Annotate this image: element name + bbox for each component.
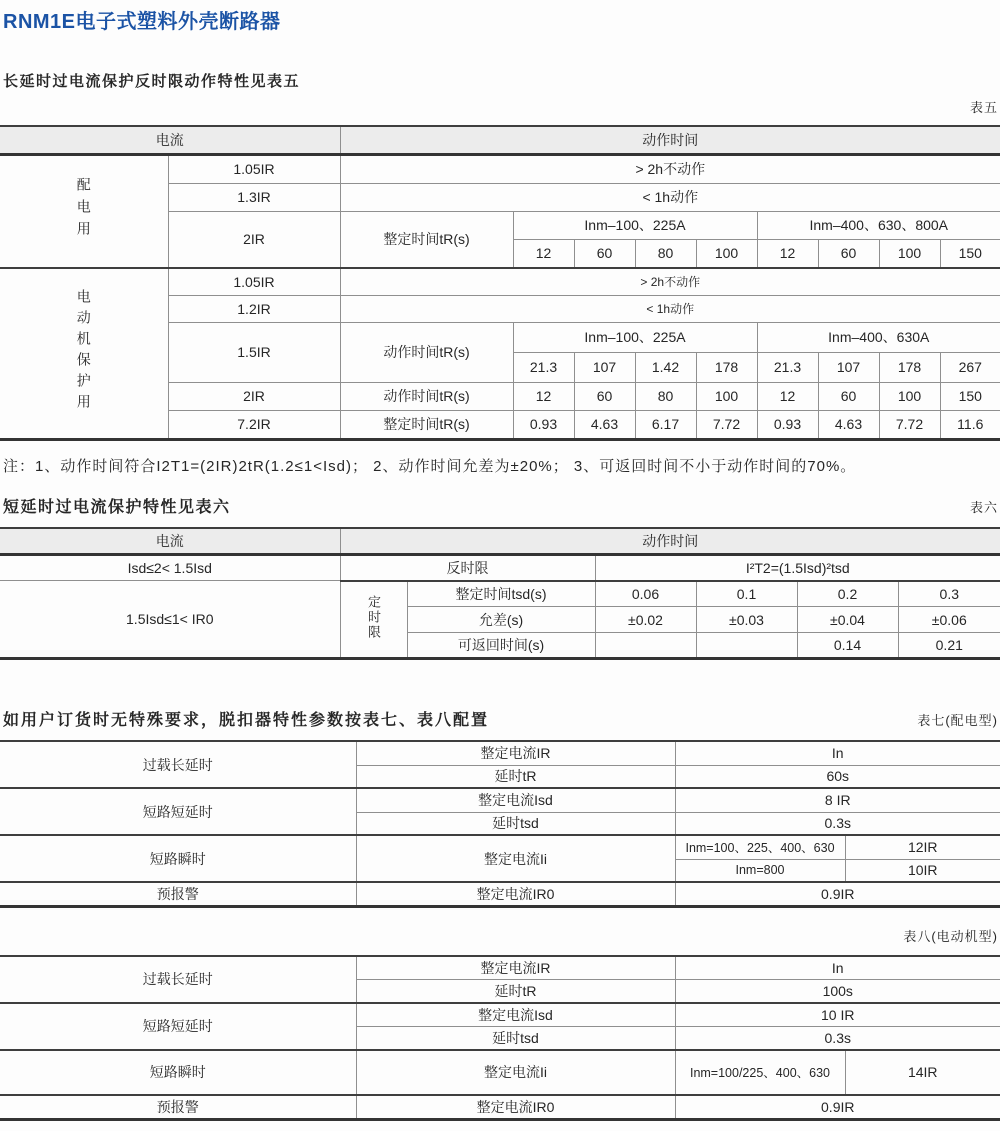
t6-value-cell: 0.2 xyxy=(797,581,898,607)
t5-value-cell: 7.72 xyxy=(696,410,757,439)
t6-value-cell: 0.14 xyxy=(797,633,898,659)
t5-value-cell: 60 xyxy=(574,239,635,268)
t6-value-cell: ±0.03 xyxy=(696,607,797,633)
t8-r4-label: 整定电流IR0 xyxy=(356,1095,675,1120)
t7-cond-cell: Inm=100、225、400、630 xyxy=(675,835,845,859)
t5-motor-r1-mult: 1.05IR xyxy=(168,268,340,295)
t5-group-motor xyxy=(0,268,168,439)
t6-r1-formula: I²T2=(1.5Isd)²tsd xyxy=(595,555,1000,581)
t7-value-cell: 8 IR xyxy=(675,788,1000,812)
t5-value-cell: 12 xyxy=(513,382,574,410)
t5-value-cell: 21.3 xyxy=(757,352,818,382)
t8-r1-name: 过载长延时 xyxy=(0,956,356,1003)
t5-group-distribution-label: 配电用 xyxy=(75,176,92,243)
section7-row xyxy=(0,707,1000,730)
t5-value-cell: 4.63 xyxy=(818,410,879,439)
t6-value-cell: 0.3 xyxy=(898,581,1000,607)
t8-value-cell: 14IR xyxy=(845,1050,1000,1095)
t6-value-cell: 0.06 xyxy=(595,581,696,607)
t5-motor-r2-val: < 1h动作 xyxy=(340,295,1000,322)
t5-motor-r3-mult: 1.5IR xyxy=(168,322,340,382)
t7-value-cell: 0.3s xyxy=(675,812,1000,835)
table6-label: 表六 xyxy=(969,499,998,515)
t5-dist-frame-group-a: Inm–100、225A xyxy=(513,211,757,239)
t5-motor-r4-mult: 2IR xyxy=(168,382,340,410)
t5-value-cell: 267 xyxy=(940,352,1000,382)
t7-sub-label: 整定电流IR xyxy=(356,741,675,765)
t5-value-cell: 60 xyxy=(818,382,879,410)
t5-group-distribution xyxy=(0,154,168,268)
t5-value-cell: 60 xyxy=(574,382,635,410)
t6-value-cell: ±0.06 xyxy=(898,607,1000,633)
t5-value-cell: 0.93 xyxy=(513,410,574,439)
t5-value-cell: 100 xyxy=(696,239,757,268)
section5-heading: 长延时过电流保护反时限动作特性见表五 xyxy=(3,73,301,90)
t7-sub-label: 延时tR xyxy=(356,765,675,788)
t8-sub-label: 整定电流Isd xyxy=(356,1003,675,1027)
table-eight xyxy=(0,955,1000,1122)
t6-group-fixed-time xyxy=(340,581,407,659)
table8-label: 表八(电动机型) xyxy=(903,928,998,944)
t8-r3-name: 短路瞬时 xyxy=(0,1050,356,1095)
t6-header-current: 电流 xyxy=(0,528,340,555)
t5-value-cell: 107 xyxy=(818,352,879,382)
t5-header-current: 电流 xyxy=(0,126,340,154)
t6-sub-label: 整定时间tsd(s) xyxy=(407,581,595,607)
t5-dist-r2-mult: 1.3IR xyxy=(168,183,340,211)
t7-sub-label: 整定电流Isd xyxy=(356,788,675,812)
t5-value-cell: 100 xyxy=(696,382,757,410)
t6-header-time: 动作时间 xyxy=(340,528,1000,555)
t7-sub-label: 延时tsd xyxy=(356,812,675,835)
t5-value-cell: 178 xyxy=(879,352,940,382)
t6-r2-current: 1.5Isd≤1< IR0 xyxy=(0,581,340,659)
t5-value-cell: 150 xyxy=(940,239,1000,268)
t8-value-cell: 0.9IR xyxy=(675,1095,1000,1120)
t5-value-cell: 100 xyxy=(879,382,940,410)
t5-value-cell: 107 xyxy=(574,352,635,382)
t6-value-cell xyxy=(696,633,797,659)
t8-value-cell: In xyxy=(675,956,1000,980)
t8-sub-label: 延时tR xyxy=(356,980,675,1003)
t5-value-cell: 6.17 xyxy=(635,410,696,439)
t5-value-cell: 0.93 xyxy=(757,410,818,439)
t5-header-time: 动作时间 xyxy=(340,126,1000,154)
t7-cond-cell: Inm=800 xyxy=(675,859,845,882)
t5-value-cell: 12 xyxy=(757,239,818,268)
t5-motor-r2-mult: 1.2IR xyxy=(168,295,340,322)
t5-dist-r1-val: > 2h不动作 xyxy=(340,154,1000,183)
t5-value-cell: 80 xyxy=(635,382,696,410)
t5-motor-r5-mult: 7.2IR xyxy=(168,410,340,439)
t6-value-cell: 0.21 xyxy=(898,633,1000,659)
t6-r1-mode: 反时限 xyxy=(340,555,595,581)
t7-r2-name: 短路短延时 xyxy=(0,788,356,835)
table5-note: 注：1、动作时间符合I2T1=(2IR)2tR(1.2≤1<Isd)； 2、动作时间允差为±20%； 3、可返回时间不小于动作时间的70%。 xyxy=(3,457,857,475)
t5-value-cell: 80 xyxy=(635,239,696,268)
t8-r2-name: 短路短延时 xyxy=(0,1003,356,1050)
section6-row xyxy=(0,494,1000,517)
t7-r1-name: 过载长延时 xyxy=(0,741,356,788)
t5-dist-r3-label: 整定时间tR(s) xyxy=(340,211,513,268)
catalog-page xyxy=(0,5,1000,1121)
table-six xyxy=(0,527,1000,661)
t5-value-cell: 1.42 xyxy=(635,352,696,382)
t8-value-cell: 10 IR xyxy=(675,1003,1000,1027)
t7-value-cell: 60s xyxy=(675,765,1000,788)
t5-dist-r3-mult: 2IR xyxy=(168,211,340,268)
t5-value-cell: 150 xyxy=(940,382,1000,410)
t5-motor-frame-group-b: Inm–400、630A xyxy=(757,322,1000,352)
t6-r1-current: Isd≤2< 1.5Isd xyxy=(0,555,340,581)
t5-motor-r5-label: 整定时间tR(s) xyxy=(340,410,513,439)
t6-group-fixed-time-label: 定时限 xyxy=(366,595,381,641)
page-title: RNM1E电子式塑料外壳断路器 xyxy=(3,11,281,33)
t7-r4-label: 整定电流IR0 xyxy=(356,882,675,906)
t7-r3-label: 整定电流Ii xyxy=(356,835,675,882)
t8-cond-cell: Inm=100/225、400、630 xyxy=(675,1050,845,1095)
t5-group-motor-label: 电动机保护用 xyxy=(75,288,92,415)
t5-value-cell: 60 xyxy=(818,239,879,268)
t7-value-cell: 0.9IR xyxy=(675,882,1000,906)
t8-value-cell: 0.3s xyxy=(675,1027,1000,1050)
t5-value-cell: 4.63 xyxy=(574,410,635,439)
t6-sub-label: 可返回时间(s) xyxy=(407,633,595,659)
t5-dist-r1-mult: 1.05IR xyxy=(168,154,340,183)
t8-value-cell: 100s xyxy=(675,980,1000,1003)
t5-value-cell: 100 xyxy=(879,239,940,268)
t6-value-cell xyxy=(595,633,696,659)
t5-motor-r3-label: 动作时间tR(s) xyxy=(340,322,513,382)
t7-value-cell: 10IR xyxy=(845,859,1000,882)
t7-r4-name: 预报警 xyxy=(0,882,356,906)
t5-value-cell: 178 xyxy=(696,352,757,382)
section7-heading: 如用户订货时无特殊要求，脱扣器特性参数按表七、表八配置 xyxy=(3,712,490,729)
t5-dist-frame-group-b: Inm–400、630、800A xyxy=(757,211,1000,239)
t6-value-cell: ±0.02 xyxy=(595,607,696,633)
table5-label: 表五 xyxy=(969,100,998,115)
t5-motor-r1-val: > 2h不动作 xyxy=(340,268,1000,295)
t6-value-cell: ±0.04 xyxy=(797,607,898,633)
t6-value-cell: 0.1 xyxy=(696,581,797,607)
t7-value-cell: 12IR xyxy=(845,835,1000,859)
section6-heading: 短延时过电流保护特性见表六 xyxy=(3,498,231,516)
t5-value-cell: 7.72 xyxy=(879,410,940,439)
t5-motor-r4-label: 动作时间tR(s) xyxy=(340,382,513,410)
table-seven xyxy=(0,740,1000,908)
t5-value-cell: 12 xyxy=(757,382,818,410)
t7-r3-name: 短路瞬时 xyxy=(0,835,356,882)
t5-motor-frame-group-a: Inm–100、225A xyxy=(513,322,757,352)
t8-r3-label: 整定电流Ii xyxy=(356,1050,675,1095)
t8-sub-label: 延时tsd xyxy=(356,1027,675,1050)
t8-sub-label: 整定电流IR xyxy=(356,956,675,980)
t5-value-cell: 11.6 xyxy=(940,410,1000,439)
table-five xyxy=(0,125,1000,441)
table7-label: 表七(配电型) xyxy=(917,713,998,728)
t5-dist-r2-val: < 1h动作 xyxy=(340,183,1000,211)
t5-value-cell: 21.3 xyxy=(513,352,574,382)
t5-value-cell: 12 xyxy=(513,239,574,268)
t8-r4-name: 预报警 xyxy=(0,1095,356,1120)
t7-value-cell: In xyxy=(675,741,1000,765)
t6-sub-label: 允差(s) xyxy=(407,607,595,633)
